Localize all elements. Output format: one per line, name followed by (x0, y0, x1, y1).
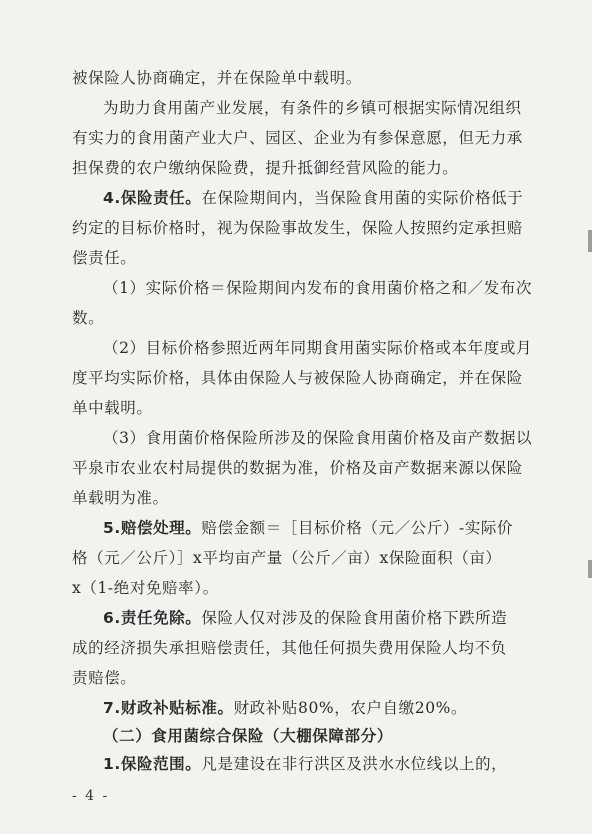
section-heading: 5.赔偿处理。 (103, 519, 202, 537)
section-6-line: 6.责任免除。保险人仅对涉及的保险食用菌价格下跌所造 (103, 609, 508, 627)
text-line: 格（元／公斤）］x平均亩产量（公斤／亩）x保险面积（亩） (72, 549, 502, 567)
text-line: （1）实际价格＝保险期间内发布的食用菌价格之和／发布次 (103, 279, 533, 297)
section-heading: 4.保险责任。 (103, 189, 202, 207)
text-line: 单载明为准。 (72, 489, 169, 507)
section-5-line: 5.赔偿处理。赔偿金额＝［目标价格（元／公斤）-实际价 (103, 519, 514, 537)
section-7-line: 7.财政补贴标准。财政补贴80%，农户自缴20%。 (103, 699, 468, 717)
text-line: （2）目标价格参照近两年同期食用菌实际价格或本年度或月 (103, 339, 533, 357)
text-line: 单中载明。 (72, 399, 153, 417)
subsection-heading: （二）食用菌综合保险（大棚保障部分） (103, 727, 393, 745)
text-line: 担保费的农户缴纳保险费，提升抵御经营风险的能力。 (72, 159, 459, 177)
page-number: - 4 - (72, 788, 110, 804)
section-heading: 1.保险范围。 (103, 755, 202, 773)
text-line: 成的经济损失承担赔偿责任，其他任何损失费用保险人均不负 (72, 639, 507, 657)
section-1-line: 1.保险范围。凡是建设在非行洪区及洪水水位线以上的， (103, 755, 508, 773)
text-line: 度平均实际价格，具体由保险人与被保险人协商确定，并在保险 (72, 369, 523, 387)
section-heading: 7.财政补贴标准。 (103, 699, 234, 717)
text-line: （3）食用菌价格保险所涉及的保险食用菌价格及亩产数据以 (103, 429, 533, 447)
text-line: 被保险人协商确定，并在保险单中载明。 (72, 69, 362, 87)
scan-edge-mark (588, 230, 592, 252)
section-heading: 6.责任免除。 (103, 609, 202, 627)
text-line: x（1-绝对免赔率）。 (72, 579, 219, 597)
text-line: 为助力食用菌产业发展，有条件的乡镇可根据实际情况组织 (103, 99, 522, 117)
section-4-line: 4.保险责任。在保险期间内，当保险食用菌的实际价格低于 (103, 189, 524, 207)
text-line: 平泉市农业农村局提供的数据为准，价格及亩产数据来源以保险 (72, 459, 523, 477)
text-line: 责赔偿。 (72, 669, 137, 687)
text-line: 数。 (72, 309, 105, 327)
scan-edge-mark (588, 560, 592, 578)
text-line: 有实力的食用菌产业大户、园区、企业为有参保意愿，但无力承 (72, 129, 523, 147)
text-line: 偿责任。 (72, 249, 137, 267)
text-line: 约定的目标价格时，视为保险事故发生，保险人按照约定承担赔 (72, 219, 523, 237)
